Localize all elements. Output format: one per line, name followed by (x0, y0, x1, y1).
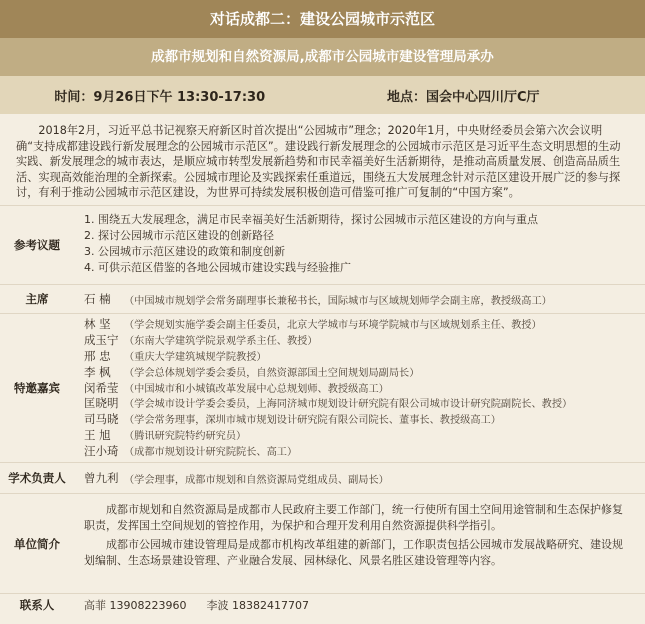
guest-title: （学会总体规划学委会委员，自然资源部国土空间规划局副局长） (124, 367, 420, 379)
guests-row (0, 313, 645, 462)
guest-item (84, 365, 645, 381)
unit-intro (74, 494, 645, 593)
academic-title: （学会理事，成都市规划和自然资源局党组成员、副局长） (124, 474, 389, 486)
guest-name: 邢 忠 (84, 348, 111, 363)
academic-label: 学术负责人 (8, 471, 66, 485)
chair-row (0, 284, 645, 313)
guest-name: 李 枫 (84, 364, 111, 379)
guest-name: 成玉宁 (84, 332, 119, 347)
guest-name: 闵希莹 (84, 380, 119, 395)
guest-item (84, 412, 645, 428)
guest-title: （中国城市和小城镇改革发展中心总规划师、教授级高工） (124, 383, 389, 395)
academic-name: 曾九利 (84, 471, 119, 485)
unit-paragraph: 成都市公园城市建设管理局是成都市机构改革组建的新部门，工作职责包括公园城市发展战略研究、建设规划编制、生态场景建设管理、产业融合发展、园林绿化、风景名胜区建设管理等内容。 (84, 538, 623, 567)
guest-item (84, 349, 645, 365)
topics-list (74, 206, 645, 284)
guest-item (84, 444, 645, 460)
unit-label: 单位简介 (14, 536, 60, 551)
guest-title: （腾讯研究院特约研究员） (124, 431, 247, 443)
contact-label: 联系人 (19, 598, 55, 612)
academic-row (0, 462, 645, 493)
chair-label: 主席 (25, 292, 49, 306)
guest-title: （学会常务理事，深圳市城市规划设计研究院有限公司院长、董事长、教授级高工） (124, 415, 501, 427)
contact-person: 李波 18382417707 (206, 599, 309, 612)
topic-item: 1. 围绕五大发展理念，满足市民幸福美好生活新期待，探讨公园城市示范区建设的方向与重点 (84, 213, 538, 226)
guests-list (74, 314, 645, 462)
forum-title: 对话成都二：建设公园城市示范区 (0, 0, 645, 38)
guest-title: （重庆大学建筑城规学院教授） (124, 351, 267, 363)
guest-name: 汪小琦 (84, 444, 119, 459)
guest-title: （成都市规划设计研究院院长、高工） (124, 447, 298, 459)
guest-title: （学会城市设计学委会委员，上海同济城市规划设计研究院有限公司城市设计研究院副院长、教授） (124, 399, 573, 411)
guest-item (84, 396, 645, 412)
guests-label: 特邀嘉宾 (14, 381, 60, 395)
guest-item (84, 333, 645, 349)
guest-item (84, 428, 645, 444)
topic-item: 3. 公园城市示范区建设的政策和制度创新 (84, 245, 285, 258)
topics-label: 参考议题 (14, 238, 60, 252)
intro-paragraph: 2018年2月，习近平总书记视察天府新区时首次提出“公园城市”理念；2020年1月，中央财经委员会第六次会议明确“支持成都建设践行新发展理念的公园城市示范区”。建设践行新发展理念的公园城市示范区是习近平生态文明思想的生动实践、新发展理念的城市表达，是顺应城市转型发展新趋势和市民幸福美好生活新期待，是推动高质量发展、创造高品质生活、实现高效能治理的全新探索。公园城市理论及实践探索任重道远，围绕五大发展理念针对示范区建设开展广泛的参与探讨，有利于推动公园城市示范区建设，为世界可持续发展积极创造可借鉴可推广可复制的“中国方案”。 (0, 114, 645, 205)
chair-title: （中国城市规划学会常务副理事长兼秘书长，国际城市与区域规划师学会副主席，教授级高工） (124, 295, 552, 307)
contact-person: 高菲 13908223960 (84, 599, 187, 612)
session-time: 时间：9月26日下午 13:30-17:30 (54, 89, 266, 105)
guest-item (84, 317, 645, 333)
guest-title: （学会规划实施学委会副主任委员，北京大学城市与环境学院城市与区域规划系主任、教授） (124, 320, 542, 331)
unit-row (0, 493, 645, 593)
guest-name: 匡晓明 (84, 396, 119, 411)
contact-row (0, 593, 645, 616)
guest-name: 王 旭 (84, 428, 111, 443)
guest-name: 林 坚 (84, 317, 111, 331)
topics-row (0, 205, 645, 284)
guest-item (84, 381, 645, 397)
guest-name: 司马晓 (84, 412, 119, 427)
unit-paragraph: 成都市规划和自然资源局是成都市人民政府主要工作部门，统一行使所有国土空间用途管制和生态保护修复职责，发挥国土空间规划的管控作用，为保护和合理开发利用自然资源提供科学指引。 (84, 503, 623, 532)
guest-title: （东南大学建筑学院景观学系主任、教授） (124, 335, 318, 347)
organizer-line: 成都市规划和自然资源局,成都市公园城市建设管理局承办 (0, 38, 645, 76)
topic-item: 4. 可供示范区借鉴的各地公园城市建设实践与经验推广 (84, 261, 351, 274)
chair-name: 石 楠 (84, 292, 111, 306)
topic-item: 2. 探讨公园城市示范区建设的创新路径 (84, 229, 274, 242)
time-place-row (0, 76, 645, 114)
session-place: 地点：国会中心四川厅C厅 (386, 89, 540, 105)
